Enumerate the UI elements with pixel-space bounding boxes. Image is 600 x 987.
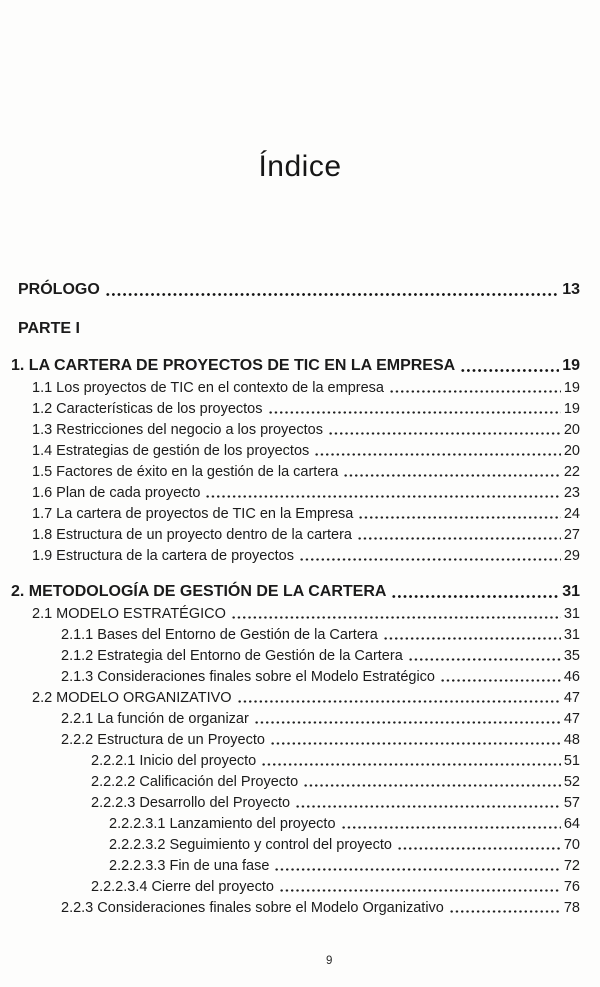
toc-entry-label: 2.2.3 Consideraciones finales sobre el Modelo Organizativo: [61, 900, 444, 916]
toc-entry: [109, 811, 580, 832]
toc-entry: [91, 769, 580, 790]
toc-entry-label: 2.2.2.2 Calificación del Proyecto: [91, 774, 299, 790]
toc-leader-dots: [295, 804, 561, 809]
toc-list: [0, 278, 600, 916]
toc-leader-dots: [328, 431, 561, 436]
toc-entry: [32, 501, 580, 522]
toc-entry-label: 1.8 Estructura de un proyecto dentro de la cartera: [32, 527, 352, 543]
toc-entry-label: 1.6 Plan de cada proyecto: [32, 485, 201, 501]
folio-page-number: 9: [326, 955, 333, 967]
toc-entry-page: 13: [562, 281, 580, 298]
toc-entry: [18, 317, 580, 338]
toc-entry-page: 76: [563, 879, 580, 895]
toc-entry-label: 1. LA CARTERA DE PROYECTOS DE TIC EN LA EMPRESA: [11, 357, 456, 374]
toc-entry-page: 20: [563, 443, 580, 459]
toc-entry-page: 29: [563, 548, 580, 564]
toc-entry-page: 51: [563, 753, 580, 769]
toc-entry-label: 2.2.2 Estructura de un Proyecto: [61, 732, 265, 748]
toc-entry: [61, 706, 580, 727]
toc-entry-label: 2.2 MODELO ORGANIZATIVO: [32, 690, 232, 706]
toc-entry-label: 2.1 MODELO ESTRATÉGICO: [32, 606, 226, 622]
toc-entry: [91, 790, 580, 811]
toc-entry-label: 2.2.2.1 Inicio del proyecto: [91, 753, 257, 769]
toc-entry-page: 20: [563, 422, 580, 438]
toc-entry-page: 47: [563, 711, 580, 727]
toc-entry-label: 2.1.1 Bases del Entorno de Gestión de la Cartera: [61, 627, 378, 643]
toc-entry-page: 35: [563, 648, 580, 664]
toc-leader-dots: [383, 636, 561, 641]
toc-entry: [61, 643, 580, 664]
toc-leader-dots: [274, 867, 560, 872]
toc-entry-page: 48: [563, 732, 580, 748]
toc-entry-page: 52: [563, 774, 580, 790]
toc-entry-page: 78: [563, 900, 580, 916]
toc-entry-page: 19: [563, 380, 580, 396]
toc-entry-label: 1.5 Factores de éxito en la gestión de la cartera: [32, 464, 339, 480]
toc-leader-dots: [358, 515, 561, 520]
toc-leader-dots: [357, 536, 561, 541]
toc-entry: [32, 417, 580, 438]
toc-entry: [11, 354, 580, 375]
toc-entry: [109, 853, 580, 874]
toc-entry: [109, 832, 580, 853]
toc-entry-label: 1.7 La cartera de proyectos de TIC en la Empresa: [32, 506, 354, 522]
toc-entry-label: 2. METODOLOGÍA DE GESTIÓN DE LA CARTERA: [11, 583, 387, 600]
toc-entry-page: 31: [563, 606, 580, 622]
toc-leader-dots: [440, 678, 561, 683]
toc-entry-page: 22: [563, 464, 580, 480]
toc-entry: [91, 874, 580, 895]
toc-entry-label: 2.1.3 Consideraciones finales sobre el Modelo Estratégico: [61, 669, 435, 685]
toc-entry: [32, 459, 580, 480]
toc-leader-dots: [460, 368, 559, 373]
toc-entry: [32, 685, 580, 706]
toc-entry-label: 2.2.2.3.1 Lanzamiento del proyecto: [109, 816, 336, 832]
toc-leader-dots: [314, 452, 561, 457]
toc-leader-dots: [391, 594, 559, 599]
toc-leader-dots: [449, 909, 561, 914]
toc-leader-dots: [408, 657, 561, 662]
toc-entry-page: 19: [563, 401, 580, 417]
toc-entry: [32, 396, 580, 417]
toc-entry-page: 70: [563, 837, 580, 853]
toc-entry-page: 31: [562, 583, 580, 600]
toc-entry: [32, 438, 580, 459]
toc-entry: [32, 375, 580, 396]
toc-leader-dots: [397, 846, 561, 851]
toc-leader-dots: [268, 410, 561, 415]
toc-entry: [18, 278, 580, 299]
toc-entry: [91, 748, 580, 769]
toc-leader-dots: [205, 494, 560, 499]
toc-entry-page: 64: [563, 816, 580, 832]
toc-entry-label: 1.1 Los proyectos de TIC en el contexto de la empresa: [32, 380, 384, 396]
toc-entry-page: 24: [563, 506, 580, 522]
toc-entry-label: PRÓLOGO: [18, 281, 100, 298]
toc-entry: [61, 895, 580, 916]
toc-entry-page: 27: [563, 527, 580, 543]
toc-entry-page: 72: [563, 858, 580, 874]
toc-leader-dots: [261, 762, 561, 767]
toc-entry-page: 47: [563, 690, 580, 706]
toc-entry-page: 23: [563, 485, 580, 501]
toc-entry-label: 2.2.1 La función de organizar: [61, 711, 249, 727]
toc-entry-label: 1.4 Estrategias de gestión de los proyectos: [32, 443, 310, 459]
toc-leader-dots: [299, 557, 561, 562]
toc-entry-label: 2.1.2 Estrategia del Entorno de Gestión de la Cartera: [61, 648, 403, 664]
toc-entry-label: PARTE I: [18, 320, 80, 337]
toc-leader-dots: [254, 720, 561, 725]
page-title: Índice: [258, 150, 342, 183]
toc-leader-dots: [303, 783, 561, 788]
toc-leader-dots: [279, 888, 561, 893]
toc-entry: [32, 522, 580, 543]
toc-leader-dots: [389, 389, 561, 394]
toc-leader-dots: [270, 741, 561, 746]
toc-leader-dots: [231, 615, 561, 620]
toc-entry: [61, 727, 580, 748]
toc-entry-label: 2.2.2.3.4 Cierre del proyecto: [91, 879, 274, 895]
toc-entry-label: 2.2.2.3.2 Seguimiento y control del proyecto: [109, 837, 392, 853]
toc-entry-label: 2.2.2.3 Desarrollo del Proyecto: [91, 795, 291, 811]
toc-entry: [11, 580, 580, 601]
toc-entry-label: 1.2 Características de los proyectos: [32, 401, 263, 417]
toc-entry: [32, 601, 580, 622]
toc-entry-page: 31: [563, 627, 580, 643]
toc-leader-dots: [237, 699, 561, 704]
toc-entry-label: 1.3 Restricciones del negocio a los proyectos: [32, 422, 323, 438]
toc-entry: [32, 543, 580, 564]
toc-entry: [61, 622, 580, 643]
toc-entry: [61, 664, 580, 685]
toc-leader-dots: [105, 292, 559, 297]
toc-entry-page: 57: [563, 795, 580, 811]
toc-entry-label: 1.9 Estructura de la cartera de proyectos: [32, 548, 294, 564]
toc-entry-label: 2.2.2.3.3 Fin de una fase: [109, 858, 270, 874]
toc-leader-dots: [341, 825, 561, 830]
toc-entry-page: 19: [562, 357, 580, 374]
toc-entry: [32, 480, 580, 501]
toc-entry-page: 46: [563, 669, 580, 685]
toc-leader-dots: [343, 473, 561, 478]
